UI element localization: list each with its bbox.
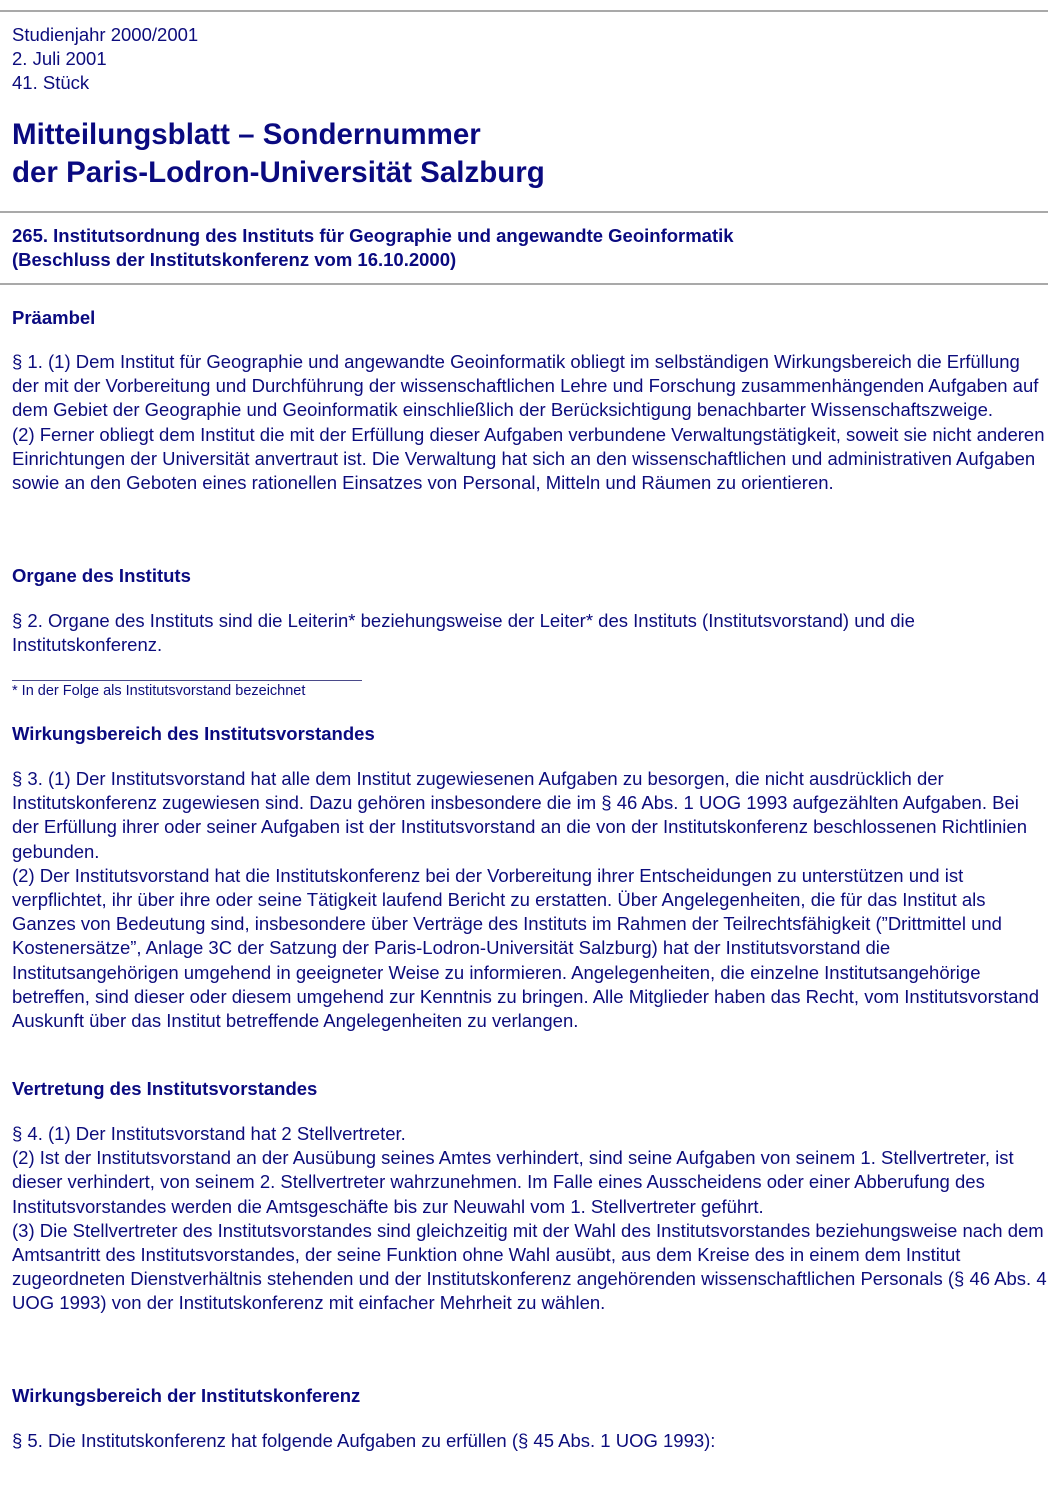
footnote: * In der Folge als Institutsvorstand bezeichnet [12,683,306,699]
section-heading-vertretung: Vertretung des Institutsvorstandes [12,1078,318,1099]
section-heading-wirkungsbereich-konferenz: Wirkungsbereich der Institutskonferenz [12,1385,361,1406]
rule-below-document-title [0,283,1048,285]
issue-date: 2. Juli 2001 [12,48,107,69]
section-heading-organe: Organe des Instituts [12,565,191,586]
paragraph: § 4. (1) Der Institutsvorstand hat 2 Stellvertreter. [12,1123,406,1144]
top-rule [0,10,1048,12]
page-title-line-2: der Paris-Lodron-Universität Salzburg [12,156,545,189]
document-title [12,224,1050,272]
issue-number: 41. Stück [12,72,90,93]
issue-meta [12,23,1050,95]
paragraph: (2) Der Institutsvorstand hat die Institutskonferenz bei der Vorbereitung ihrer Entscheidungen zu unterstützen und ist verpflichtet, ihr über ihre oder seine Tätigkeit laufend Bericht zu erstatten. Über Angelegenheiten, die für das Institut als Ganzes von Bedeutung sind, insbesondere über Verträge des Instituts im Rahmen der Teilrechtsfähigkeit (”Drittmittel und Kostenersätze”, Anlage 3C der Satzung der Paris-Lodron-Universität Salzburg) hat der Institutsvorstand die Institutsangehörigen umgehend in geeigneter Weise zu informieren. Angelegenheiten, die einzelne Institutsangehörige betreffen, sind dieser oder diesem umgehend zur Kenntnis zu bringen. Alle Mitglieder haben das Recht, vom Institutsvorstand Auskunft über das Institut betreffende Angelegenheiten zu verlangen. [12,864,1039,1032]
document-title-line-2: (Beschluss der Institutskonferenz vom 16.10.2000) [12,249,457,270]
section-heading-praeambel: Präambel [12,307,96,328]
page-title-line-1: Mitteilungsblatt – Sondernummer [12,118,481,151]
section-body-wirkungsbereich-vorstand [12,767,1050,1033]
paragraph: (2) Ferner obliegt dem Institut die mit der Erfüllung dieser Aufgaben verbundene Verwaltungstätigkeit, soweit sie nicht anderen Einrichtungen der Universität anvertraut ist. Die Verwaltung hat sich an den wissenschaftlichen und administrativen Aufgaben sowie an den Geboten eines rationellen Einsatzes von Personal, Mitteln und Räumen zu orientieren. [12,423,1045,494]
document-title-line-1: 265. Institutsordnung des Instituts für Geographie und angewandte Geoinformatik [12,225,734,246]
paragraph: § 5. Die Institutskonferenz hat folgende Aufgaben zu erfüllen (§ 45 Abs. 1 UOG 1993): [12,1430,716,1451]
section-body-vertretung [12,1122,1050,1316]
section-body-praeambel [12,350,1050,495]
paragraph: (2) Ist der Institutsvorstand an der Ausübung seines Amtes verhindert, sind seine Aufgaben von seinem 1. Stellvertreter, ist dieser verhindert, von seinem 2. Stellvertreter wahrzunehmen. Im Falle eines Ausscheidens oder einer Abberufung des Institutsvorstandes werden die Amtsgeschäfte bis zur Neuwahl vom 1. Stellvertreter geführt. [12,1147,1014,1217]
study-year: Studienjahr 2000/2001 [12,24,199,45]
paragraph: (3) Die Stellvertreter des Institutsvorstandes sind gleichzeitig mit der Wahl des Institutsvorstandes beziehungsweise nach dem Amtsantritt des Institutsvorstandes, der seine Funktion ohne Wahl ausübt, aus dem Kreise des in einem dem Institut zugeordneten Dienstverhältnis stehenden und der Institutskonferenz angehörenden wissenschaftlichen Personals (§ 46 Abs. 4 UOG 1993) von der Institutskonferenz mit einfacher Mehrheit zu wählen. [12,1219,1047,1314]
page-title [12,116,1050,192]
section-body-wirkungsbereich-konferenz [12,1429,1050,1453]
paragraph: § 2. Organe des Instituts sind die Leiterin* beziehungsweise der Leiter* des Instituts (Institutsvorstand) und die Institutskonferenz. [12,610,915,656]
footnote-divider [12,680,362,681]
section-body-organe [12,609,1050,657]
paragraph: § 1. (1) Dem Institut für Geographie und angewandte Geoinformatik obliegt im selbständigen Wirkungsbereich die Erfüllung der mit der Vorbereitung und Durchführung der wissenschaftlichen Lehre und Forschung zusammenhängenden Aufgaben auf dem Gebiet der Geographie und Geoinformatik einschließlich der Berücksichtigung benachbarter Wissenschaftszweige. [12,351,1039,421]
paragraph: § 3. (1) Der Institutsvorstand hat alle dem Institut zugewiesenen Aufgaben zu besorgen, die nicht ausdrücklich der Institutskonferenz zugewiesen sind. Dazu gehören insbesondere die im § 46 Abs. 1 UOG 1993 aufgezählten Aufgaben. Bei der Erfüllung ihrer oder seiner Aufgaben ist der Institutsvorstand an die von der Institutskonferenz beschlossenen Richtlinien gebunden. [12,768,1027,862]
section-heading-wirkungsbereich-vorstand: Wirkungsbereich des Institutsvorstandes [12,723,375,744]
rule-above-document-title [0,211,1048,213]
